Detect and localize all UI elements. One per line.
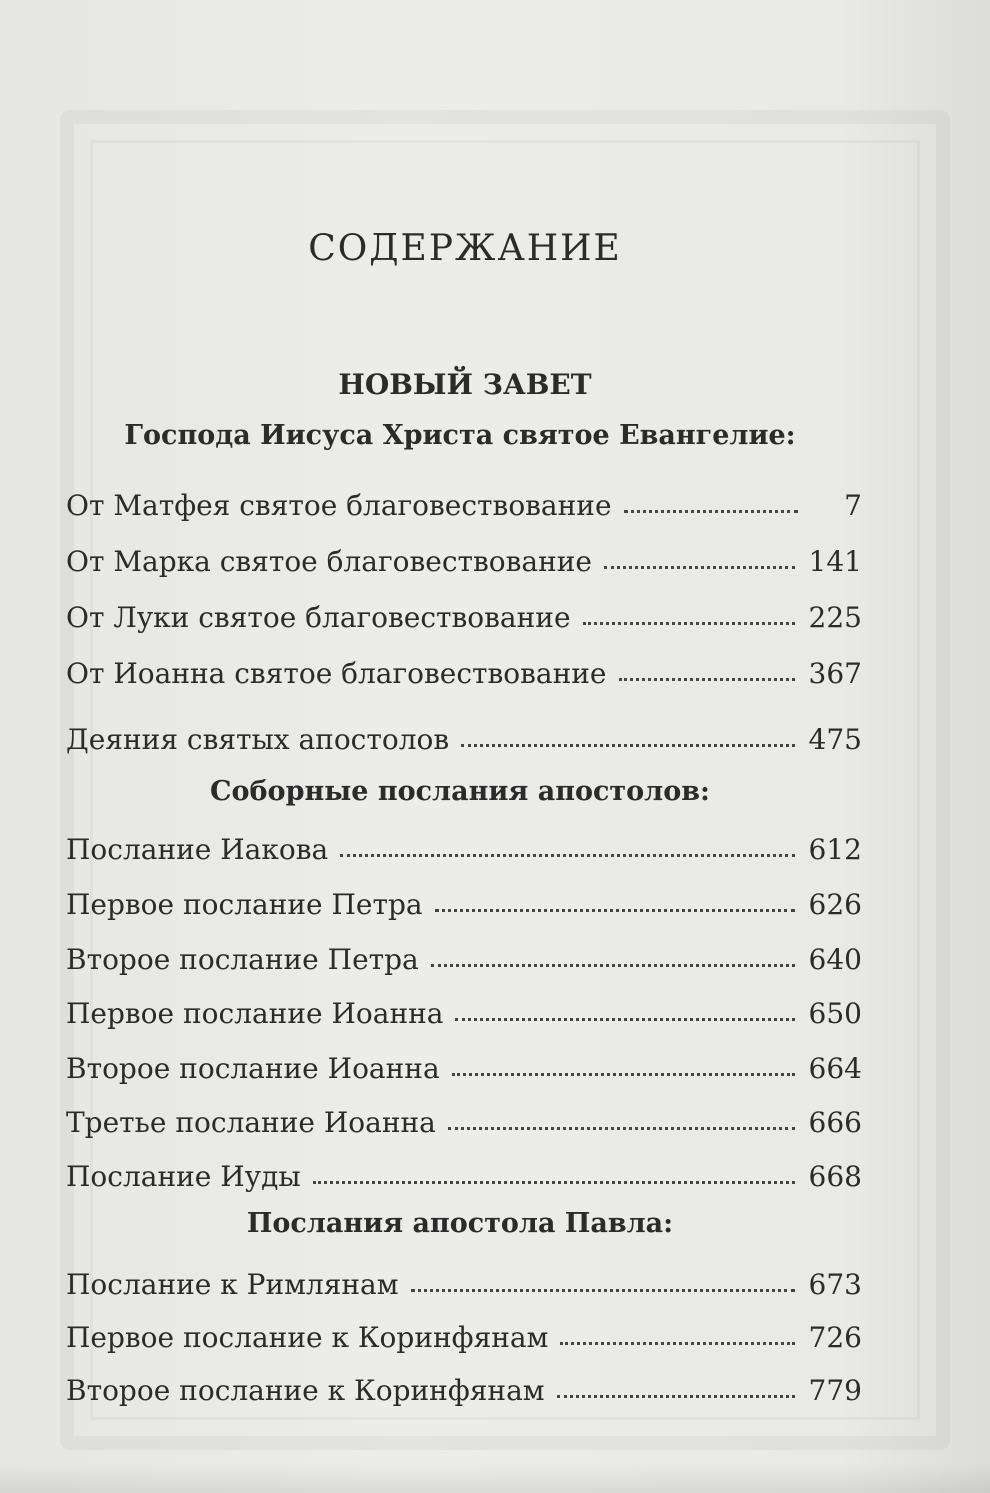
toc-entry-title: Первое послание Петра bbox=[66, 888, 423, 921]
toc-entry-page: 668 bbox=[808, 1160, 862, 1193]
toc-entry-title: Послание к Римлянам bbox=[66, 1268, 399, 1301]
toc-entry-page: 141 bbox=[808, 545, 862, 578]
new-testament-heading: НОВЫЙ ЗАВЕТ bbox=[338, 368, 592, 401]
toc-entry-page: 367 bbox=[808, 657, 862, 690]
dot-leader bbox=[557, 1381, 795, 1398]
toc-entry-title: От Луки святое благовествование bbox=[66, 601, 571, 634]
toc-entry-title: Второе послание Иоанна bbox=[66, 1052, 440, 1085]
toc-entry[interactable] bbox=[66, 990, 862, 1030]
toc-entry[interactable] bbox=[66, 1314, 862, 1354]
gospels-heading: Господа Иисуса Христа святое Евангелие: bbox=[124, 420, 796, 451]
toc-entry-page: 475 bbox=[808, 723, 862, 756]
toc-entry-title: От Марка святое благовествование bbox=[66, 545, 592, 578]
toc-entry-page: 726 bbox=[808, 1321, 862, 1354]
toc-entry-title: Первое послание к Коринфянам bbox=[66, 1321, 549, 1354]
toc-entry[interactable] bbox=[66, 1099, 862, 1139]
toc-entry[interactable] bbox=[66, 538, 862, 578]
toc-entry-page: 664 bbox=[808, 1052, 862, 1085]
toc-entry-title: Второе послание Петра bbox=[66, 943, 419, 976]
dot-leader bbox=[313, 1167, 795, 1184]
toc-entry[interactable] bbox=[66, 936, 862, 976]
toc-entry-page: 650 bbox=[808, 997, 862, 1030]
dot-leader bbox=[604, 552, 795, 569]
dot-leader bbox=[448, 1113, 795, 1130]
toc-entry-title: Послание Иакова bbox=[66, 833, 329, 866]
toc-entry[interactable] bbox=[66, 1261, 862, 1301]
toc-entry-page: 626 bbox=[808, 888, 862, 921]
toc-entry-page: 7 bbox=[844, 489, 862, 522]
toc-entry-title: Деяния святых апостолов bbox=[66, 723, 450, 756]
toc-entry-title: Второе послание к Коринфянам bbox=[66, 1374, 545, 1407]
pauline-epistles-heading: Послания апостола Павла: bbox=[246, 1208, 674, 1239]
dot-leader bbox=[455, 1004, 794, 1021]
dot-leader bbox=[583, 608, 795, 625]
toc-entry[interactable] bbox=[66, 650, 862, 690]
dot-leader bbox=[435, 895, 795, 912]
dot-leader bbox=[340, 840, 794, 857]
toc-entry[interactable] bbox=[66, 482, 862, 522]
toc-entry[interactable] bbox=[66, 881, 862, 921]
toc-entry-title: Первое послание Иоанна bbox=[66, 997, 444, 1030]
toc-entry-page: 779 bbox=[808, 1374, 862, 1407]
toc-entry[interactable] bbox=[66, 1367, 862, 1407]
dot-leader bbox=[431, 950, 795, 967]
toc-entry-page: 673 bbox=[808, 1268, 862, 1301]
toc-entry[interactable] bbox=[66, 1045, 862, 1085]
toc-entry-title: От Иоанна святое благовествование bbox=[66, 657, 607, 690]
dot-leader bbox=[560, 1328, 794, 1345]
toc-entry-page: 225 bbox=[808, 601, 862, 634]
catholic-epistles-heading: Соборные послания апостолов: bbox=[210, 776, 710, 807]
dot-leader bbox=[452, 1059, 795, 1076]
toc-entry[interactable] bbox=[66, 594, 862, 634]
toc-entry[interactable] bbox=[66, 1153, 862, 1193]
dot-leader bbox=[624, 496, 798, 513]
toc-entry[interactable] bbox=[66, 826, 862, 866]
dot-leader bbox=[461, 730, 794, 747]
toc-entry-title: Третье послание Иоанна bbox=[66, 1106, 436, 1139]
toc-entry[interactable] bbox=[66, 716, 862, 756]
page-bottom-shadow bbox=[0, 1463, 990, 1493]
page-title: СОДЕРЖАНИЕ bbox=[308, 228, 622, 269]
dot-leader bbox=[411, 1275, 795, 1292]
toc-entry-page: 612 bbox=[808, 833, 862, 866]
dot-leader bbox=[619, 664, 795, 681]
toc-entry-title: Послание Иуды bbox=[66, 1160, 301, 1193]
toc-entry-page: 640 bbox=[808, 943, 862, 976]
toc-entry-page: 666 bbox=[808, 1106, 862, 1139]
toc-entry-title: От Матфея святое благовествование bbox=[66, 489, 612, 522]
